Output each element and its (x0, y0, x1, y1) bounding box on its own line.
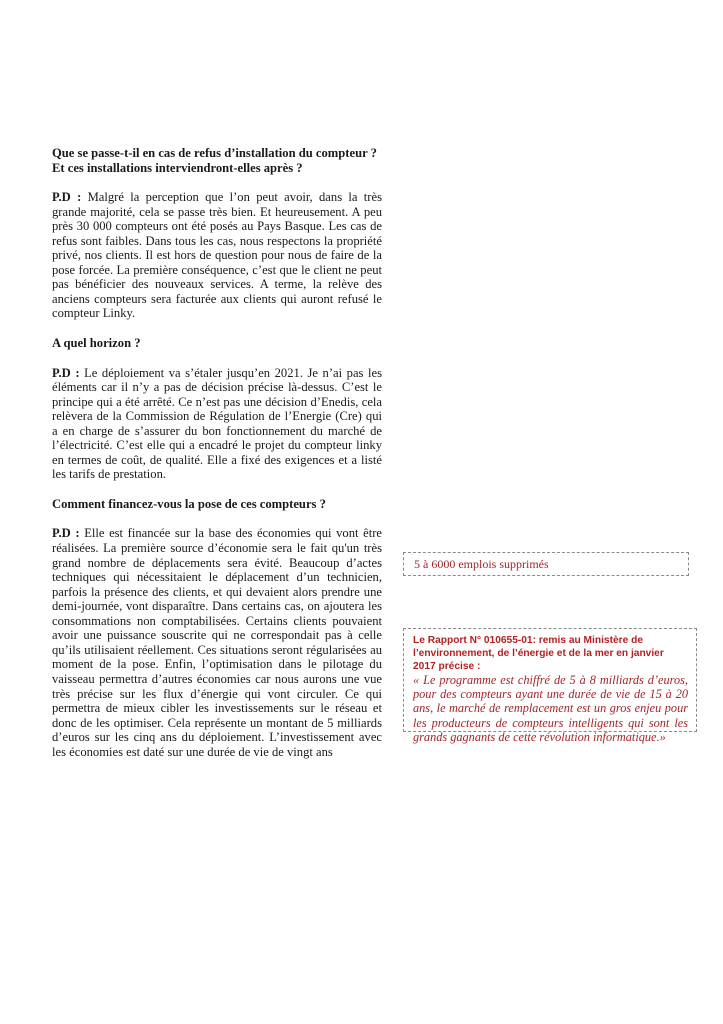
jobs-callout-box (403, 552, 689, 576)
interview-section-horizon (52, 336, 382, 497)
question-line: Et ces installations interviendront-elles après ? (52, 160, 303, 175)
jobs-callout-text: 5 à 6000 emplois supprimés (414, 557, 549, 571)
question-heading (52, 336, 382, 351)
question-line: Comment financez-vous la pose de ces compteurs ? (52, 496, 326, 511)
question-heading (52, 497, 382, 512)
answer-paragraph (52, 366, 382, 482)
speaker-label: P.D : (52, 526, 80, 541)
answer-paragraph (52, 526, 382, 759)
interview-column (52, 146, 382, 759)
answer-text: Elle est financée sur la base des économies qui vont être réalisées. La première source d’économie sera le fait qu'un très grand nombre de déplacements sera évité. Beaucoup d’actes techniques qui nécessitaient le déplacement d’un technicien, parfois la présence des clients, et qui devaient alors prendre une demi-journée, vont disparaître. Dans certains cas, on ajoutera les consommations non comptabilisées. Certains clients pouvaient avoir une puissance souscrite qui ne correspondait pas à celle qu’ils utilisaient réellement. Ces situations seront régularisées au moment de la pose. Enfin, l’optimisation dans le pilotage du vaisseau permettra d’autres économies car nous aurons une vue très précise sur les flux d’énergie qui vont circuler. Ce qui permettra de mieux cibler les investissements sur le réseau et donc de les optimiser. Cela représente un montant de 5 milliards d’euros sur les cinq ans du déploiement. L’investissement avec les économies est daté sur une durée de vie de vingt ans (52, 526, 382, 759)
answer-paragraph (52, 190, 382, 321)
interview-section-financing (52, 497, 382, 759)
report-callout-box (403, 628, 697, 744)
speaker-label: P.D : (52, 190, 82, 205)
answer-text: Le déploiement va s’étaler jusqu’en 2021. Je n’ai pas les éléments car il n’y a pas de décision précise là-dessus. C’est le principe qui a été arrêté. Ce n’est pas une décision d’Enedis, cela relèvera de la Commission de Régulation de l’Energie (Cre) qui a en charge de s’assurer du bon fonctionnement du marché de l’électricité. C’est elle qui a encadré le projet du compteur linky en termes de coût, de qualité. Elle a fixé des exigences et a listé les tarifs de prestation. (52, 365, 382, 482)
question-heading (52, 146, 382, 175)
question-line: Que se passe-t-il en cas de refus d’installation du compteur ? (52, 146, 377, 160)
speaker-label: P.D : (52, 365, 80, 380)
report-quote: « Le programme est chiffré de 5 à 8 milliards d’euros, pour des compteurs ayant une durée de vie de 15 à 20 ans, le marché de remplacement est un gros enjeu pour les producteurs de compteurs intelligents qui sont les grands gagnants de cette révolution informatique.» (413, 673, 688, 744)
report-heading: Le Rapport N° 010655-01: remis au Ministère de l’environnement, de l’énergie et de la mer en janvier 2017 précise : (413, 635, 664, 672)
question-line: A quel horizon ? (52, 336, 141, 351)
interview-section-refusal (52, 146, 382, 336)
answer-text: Malgré la perception que l’on peut avoir, dans la très grande majorité, cela se passe très bien. Et heureusement. A peu près 30 000 compteurs ont été posés au Pays Basque. Les cas de refus sont faibles. Dans tous les cas, nous respectons la propriété privé, nos clients. Il est hors de question pour nous de faire de la pose forcée. La première conséquence, c’est que le client ne peut pas bénéficier des nouveaux services. A terme, la relève des anciens compteurs sera facturée aux clients qui auront refusé le compteur Linky. (52, 190, 382, 321)
